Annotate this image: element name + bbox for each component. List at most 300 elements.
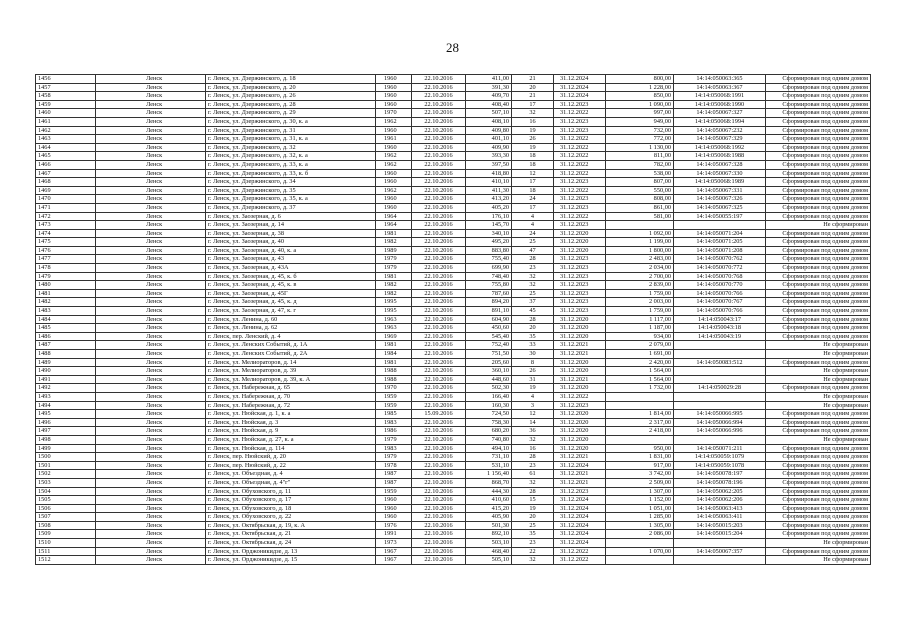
count-cell: 18 <box>512 152 554 161</box>
city-cell: Ленск <box>96 83 206 92</box>
city-cell: Ленск <box>96 152 206 161</box>
address-cell: г. Ленск, ул. Заозерная, д. 38 <box>206 229 376 238</box>
build-year-cell: 1979 <box>376 255 412 264</box>
city-cell: Ленск <box>96 504 206 513</box>
address-cell: г. Ленск, ул. Ленских Событий, д. 2А <box>206 350 376 359</box>
table-row <box>36 435 871 444</box>
plan-date-cell: 31.12.2023 <box>554 126 606 135</box>
count-cell: 21 <box>512 75 554 84</box>
address-cell: г. Ленск, ул. Октябрьская, д. 21 <box>206 530 376 539</box>
land-area-cell: 934,00 <box>606 332 674 341</box>
area-cell: 393,30 <box>466 152 512 161</box>
cadastral-number-cell: 14:14:050067:329 <box>674 135 766 144</box>
count-cell: 19 <box>512 126 554 135</box>
area-cell: 891,10 <box>466 307 512 316</box>
build-year-cell: 1959 <box>376 401 412 410</box>
land-status-cell: Не сформирован <box>766 435 871 444</box>
cadastral-number-cell <box>674 350 766 359</box>
address-cell: г. Ленск, ул. Мелиораторов, д. 14 <box>206 358 376 367</box>
cadastral-number-cell: 14:14:050055:197 <box>674 212 766 221</box>
row-number-cell: 1485 <box>36 324 96 333</box>
date-cell: 22.10.2016 <box>412 289 466 298</box>
land-area-cell: 2 700,00 <box>606 272 674 281</box>
area-cell: 755,80 <box>466 281 512 290</box>
area-cell: 495,20 <box>466 238 512 247</box>
count-cell: 35 <box>512 530 554 539</box>
land-status-cell: Не сформирован <box>766 539 871 548</box>
date-cell: 15.09.2016 <box>412 410 466 419</box>
city-cell: Ленск <box>96 496 206 505</box>
city-cell: Ленск <box>96 350 206 359</box>
date-cell: 22.10.2016 <box>412 100 466 109</box>
address-cell: г. Ленск, ул. Ленских Событий, д. 1А <box>206 341 376 350</box>
plan-date-cell: 31.12.2020 <box>554 358 606 367</box>
table-row <box>36 410 871 419</box>
area-cell: 731,10 <box>466 453 512 462</box>
cadastral-number-cell: 14:14:050067:331 <box>674 186 766 195</box>
area-cell: 415,20 <box>466 504 512 513</box>
date-cell: 22.10.2016 <box>412 487 466 496</box>
city-cell: Ленск <box>96 315 206 324</box>
count-cell: 28 <box>512 255 554 264</box>
land-area-cell: 1 117,00 <box>606 315 674 324</box>
cadastral-number-cell: 14:14:050078:197 <box>674 470 766 479</box>
city-cell: Ленск <box>96 117 206 126</box>
table-row <box>36 453 871 462</box>
address-cell: г. Ленск, ул. Дзержинского, д. 31, к. а <box>206 135 376 144</box>
build-year-cell: 1960 <box>376 504 412 513</box>
cadastral-number-cell: 14:14:050066:994 <box>674 418 766 427</box>
city-cell: Ленск <box>96 203 206 212</box>
row-number-cell: 1486 <box>36 332 96 341</box>
cadastral-number-cell: 14:14:050068:1988 <box>674 152 766 161</box>
row-number-cell: 1497 <box>36 427 96 436</box>
build-year-cell: 1959 <box>376 392 412 401</box>
land-area-cell: 1 759,00 <box>606 307 674 316</box>
build-year-cell: 1983 <box>376 444 412 453</box>
row-number-cell: 1508 <box>36 521 96 530</box>
land-status-cell: Не сформирован <box>766 341 871 350</box>
area-cell: 205,60 <box>466 358 512 367</box>
plan-date-cell: 31.12.2020 <box>554 410 606 419</box>
build-year-cell: 1995 <box>376 298 412 307</box>
count-cell: 45 <box>512 307 554 316</box>
date-cell: 22.10.2016 <box>412 444 466 453</box>
build-year-cell: 1963 <box>376 324 412 333</box>
build-year-cell: 1960 <box>376 83 412 92</box>
land-area-cell: 581,00 <box>606 212 674 221</box>
table-row <box>36 100 871 109</box>
row-number-cell: 1503 <box>36 478 96 487</box>
address-cell: г. Ленск, пер. Нюйский, д. 22 <box>206 461 376 470</box>
area-cell: 755,40 <box>466 255 512 264</box>
address-cell: г. Ленск, ул. Заозерная, д. 45, к. в <box>206 281 376 290</box>
count-cell: 18 <box>512 160 554 169</box>
city-cell: Ленск <box>96 255 206 264</box>
city-cell: Ленск <box>96 160 206 169</box>
plan-date-cell: 31.12.2020 <box>554 238 606 247</box>
address-cell: г. Ленск, ул. Дзержинского, д. 31 <box>206 126 376 135</box>
area-cell: 501,30 <box>466 521 512 530</box>
plan-date-cell: 31.12.2023 <box>554 117 606 126</box>
table-row <box>36 195 871 204</box>
area-cell: 409,70 <box>466 92 512 101</box>
row-number-cell: 1481 <box>36 289 96 298</box>
land-area-cell: 772,00 <box>606 135 674 144</box>
build-year-cell: 1985 <box>376 410 412 419</box>
table-row <box>36 83 871 92</box>
land-status-cell: Сформирован под одним домом <box>766 289 871 298</box>
city-cell: Ленск <box>96 178 206 187</box>
cadastral-number-cell: 14:14:050066:996 <box>674 427 766 436</box>
date-cell: 22.10.2016 <box>412 75 466 84</box>
address-cell: г. Ленск, ул. Обуховского, д. 11 <box>206 487 376 496</box>
city-cell: Ленск <box>96 539 206 548</box>
land-status-cell: Сформирован под одним домом <box>766 307 871 316</box>
city-cell: Ленск <box>96 547 206 556</box>
count-cell: 17 <box>512 100 554 109</box>
land-status-cell: Сформирован под одним домом <box>766 195 871 204</box>
address-cell: г. Ленск, ул. Дзержинского, д. 37 <box>206 203 376 212</box>
table-row <box>36 203 871 212</box>
row-number-cell: 1496 <box>36 418 96 427</box>
area-cell: 502,30 <box>466 384 512 393</box>
count-cell: 35 <box>512 332 554 341</box>
cadastral-number-cell: 14:14:050063:411 <box>674 513 766 522</box>
date-cell: 22.10.2016 <box>412 169 466 178</box>
table-row <box>36 238 871 247</box>
count-cell: 26 <box>512 135 554 144</box>
plan-date-cell: 31.12.2020 <box>554 384 606 393</box>
land-area-cell: 1 732,00 <box>606 384 674 393</box>
plan-date-cell: 31.12.2022 <box>554 160 606 169</box>
row-number-cell: 1506 <box>36 504 96 513</box>
plan-date-cell: 31.12.2024 <box>554 504 606 513</box>
address-cell: г. Ленск, ул. Заозерная, д. 47, к. г <box>206 307 376 316</box>
land-status-cell: Не сформирован <box>766 367 871 376</box>
date-cell: 22.10.2016 <box>412 229 466 238</box>
land-status-cell: Не сформирован <box>766 556 871 565</box>
plan-date-cell: 31.12.2020 <box>554 324 606 333</box>
area-cell: 699,90 <box>466 264 512 273</box>
row-number-cell: 1467 <box>36 169 96 178</box>
plan-date-cell: 31.12.2021 <box>554 375 606 384</box>
table-row <box>36 160 871 169</box>
address-cell: г. Ленск, ул. Дзержинского, д. 32 <box>206 143 376 152</box>
city-cell: Ленск <box>96 289 206 298</box>
plan-date-cell: 31.12.2020 <box>554 229 606 238</box>
cadastral-number-cell <box>674 401 766 410</box>
plan-date-cell: 31.12.2023 <box>554 272 606 281</box>
plan-date-cell: 31.12.2021 <box>554 470 606 479</box>
table-row <box>36 307 871 316</box>
row-number-cell: 1477 <box>36 255 96 264</box>
city-cell: Ленск <box>96 75 206 84</box>
date-cell: 22.10.2016 <box>412 375 466 384</box>
count-cell: 32 <box>512 281 554 290</box>
count-cell: 19 <box>512 504 554 513</box>
date-cell: 22.10.2016 <box>412 281 466 290</box>
count-cell: 32 <box>512 478 554 487</box>
plan-date-cell: 31.12.2023 <box>554 281 606 290</box>
date-cell: 22.10.2016 <box>412 496 466 505</box>
cadastral-number-cell <box>674 221 766 230</box>
row-number-cell: 1480 <box>36 281 96 290</box>
count-cell: 17 <box>512 178 554 187</box>
date-cell: 22.10.2016 <box>412 478 466 487</box>
area-cell: 892,10 <box>466 530 512 539</box>
table-row <box>36 341 871 350</box>
land-status-cell: Сформирован под одним домом <box>766 203 871 212</box>
table-row <box>36 281 871 290</box>
address-cell: г. Ленск, ул. Нюйская, д. 27, к. а <box>206 435 376 444</box>
build-year-cell: 1991 <box>376 530 412 539</box>
address-cell: г. Ленск, ул. Нюйская, д. 3 <box>206 418 376 427</box>
build-year-cell: 1961 <box>376 135 412 144</box>
row-number-cell: 1489 <box>36 358 96 367</box>
date-cell: 22.10.2016 <box>412 324 466 333</box>
row-number-cell: 1504 <box>36 487 96 496</box>
build-year-cell: 1959 <box>376 487 412 496</box>
count-cell: 23 <box>512 539 554 548</box>
date-cell: 22.10.2016 <box>412 238 466 247</box>
date-cell: 22.10.2016 <box>412 135 466 144</box>
land-status-cell: Сформирован под одним домом <box>766 126 871 135</box>
land-area-cell: 1 090,00 <box>606 100 674 109</box>
date-cell: 22.10.2016 <box>412 264 466 273</box>
city-cell: Ленск <box>96 358 206 367</box>
row-number-cell: 1490 <box>36 367 96 376</box>
date-cell: 22.10.2016 <box>412 203 466 212</box>
build-year-cell: 1960 <box>376 75 412 84</box>
date-cell: 22.10.2016 <box>412 143 466 152</box>
city-cell: Ленск <box>96 341 206 350</box>
address-cell: г. Ленск, ул. Заозерная, д. 45, к. б <box>206 272 376 281</box>
area-cell: 340,10 <box>466 229 512 238</box>
date-cell: 22.10.2016 <box>412 556 466 565</box>
land-area-cell: 949,00 <box>606 117 674 126</box>
build-year-cell: 1960 <box>376 100 412 109</box>
land-area-cell: 1 564,00 <box>606 375 674 384</box>
count-cell: 8 <box>512 358 554 367</box>
row-number-cell: 1470 <box>36 195 96 204</box>
count-cell: 22 <box>512 547 554 556</box>
area-cell: 409,90 <box>466 143 512 152</box>
cadastral-number-cell: 14:14:050063:367 <box>674 83 766 92</box>
area-cell: 758,30 <box>466 418 512 427</box>
count-cell: 23 <box>512 461 554 470</box>
land-status-cell: Сформирован под одним домом <box>766 298 871 307</box>
land-area-cell: 1 759,00 <box>606 289 674 298</box>
land-area-cell <box>606 539 674 548</box>
cadastral-number-cell: 14:14:050071:204 <box>674 229 766 238</box>
build-year-cell: 1960 <box>376 92 412 101</box>
city-cell: Ленск <box>96 470 206 479</box>
land-status-cell: Сформирован под одним домом <box>766 264 871 273</box>
plan-date-cell: 31.12.2022 <box>554 152 606 161</box>
land-area-cell: 2 003,00 <box>606 298 674 307</box>
city-cell: Ленск <box>96 444 206 453</box>
date-cell: 22.10.2016 <box>412 401 466 410</box>
date-cell: 22.10.2016 <box>412 126 466 135</box>
land-status-cell: Сформирован под одним домом <box>766 315 871 324</box>
land-status-cell: Сформирован под одним домом <box>766 238 871 247</box>
count-cell: 4 <box>512 221 554 230</box>
row-number-cell: 1498 <box>36 435 96 444</box>
land-area-cell: 1 831,00 <box>606 453 674 462</box>
address-cell: г. Ленск, пер. Ленский, д. 4 <box>206 332 376 341</box>
date-cell: 22.10.2016 <box>412 272 466 281</box>
land-area-cell: 550,00 <box>606 186 674 195</box>
land-area-cell: 2 079,00 <box>606 341 674 350</box>
address-cell: г. Ленск, ул. Нюйская, д. 114 <box>206 444 376 453</box>
land-status-cell: Сформирован под одним домом <box>766 100 871 109</box>
address-cell: г. Ленск, ул. Мелиораторов, д. 39, к. А <box>206 375 376 384</box>
count-cell: 28 <box>512 315 554 324</box>
land-area-cell: 1 800,00 <box>606 246 674 255</box>
build-year-cell: 1988 <box>376 367 412 376</box>
plan-date-cell: 31.12.2024 <box>554 461 606 470</box>
land-area-cell: 1 691,00 <box>606 350 674 359</box>
build-year-cell: 1970 <box>376 384 412 393</box>
table-row <box>36 358 871 367</box>
plan-date-cell: 31.12.2022 <box>554 143 606 152</box>
cadastral-number-cell: 14:14:050029:28 <box>674 384 766 393</box>
address-cell: г. Ленск, ул. Дзержинского, д. 33, к. б <box>206 169 376 178</box>
row-number-cell: 1475 <box>36 238 96 247</box>
table-row <box>36 384 871 393</box>
cadastral-number-cell: 14:14:050070:768 <box>674 272 766 281</box>
table-row <box>36 375 871 384</box>
build-year-cell: 1983 <box>376 418 412 427</box>
address-cell: г. Ленск, ул. Дзержинского, д. 32, к. а <box>206 152 376 161</box>
plan-date-cell: 31.12.2024 <box>554 530 606 539</box>
plan-date-cell: 31.12.2022 <box>554 547 606 556</box>
address-cell: г. Ленск, ул. Дзержинского, д. 29 <box>206 109 376 118</box>
cadastral-number-cell: 14:14:050071:211 <box>674 444 766 453</box>
area-cell: 418,80 <box>466 169 512 178</box>
land-area-cell: 2 418,00 <box>606 427 674 436</box>
land-status-cell: Сформирован под одним домом <box>766 478 871 487</box>
row-number-cell: 1466 <box>36 160 96 169</box>
city-cell: Ленск <box>96 401 206 410</box>
area-cell: 680,20 <box>466 427 512 436</box>
land-area-cell <box>606 556 674 565</box>
land-area-cell: 1 285,00 <box>606 513 674 522</box>
city-cell: Ленск <box>96 307 206 316</box>
cadastral-number-cell: 14:14:050063:365 <box>674 75 766 84</box>
cadastral-number-cell: 14:14:050043:18 <box>674 324 766 333</box>
cadastral-number-cell: 14:14:050068:1989 <box>674 178 766 187</box>
date-cell: 22.10.2016 <box>412 212 466 221</box>
date-cell: 22.10.2016 <box>412 92 466 101</box>
build-year-cell: 1960 <box>376 169 412 178</box>
build-year-cell: 1967 <box>376 547 412 556</box>
date-cell: 22.10.2016 <box>412 504 466 513</box>
row-number-cell: 1476 <box>36 246 96 255</box>
land-area-cell: 1 092,00 <box>606 229 674 238</box>
land-status-cell: Сформирован под одним домом <box>766 117 871 126</box>
land-area-cell: 2 839,00 <box>606 281 674 290</box>
area-cell: 751,50 <box>466 350 512 359</box>
build-year-cell: 1963 <box>376 315 412 324</box>
cadastral-number-cell: 14:14:050070:770 <box>674 281 766 290</box>
land-area-cell: 1 051,00 <box>606 504 674 513</box>
land-area-cell: 2 420,00 <box>606 358 674 367</box>
table-row <box>36 117 871 126</box>
area-cell: 145,70 <box>466 221 512 230</box>
area-cell: 397,50 <box>466 160 512 169</box>
address-cell: г. Ленск, ул. Заозерная, д. 45Г <box>206 289 376 298</box>
land-status-cell: Сформирован под одним домом <box>766 212 871 221</box>
count-cell: 28 <box>512 453 554 462</box>
table-row <box>36 135 871 144</box>
build-year-cell: 1967 <box>376 556 412 565</box>
cadastral-number-cell: 14:14:050068:1994 <box>674 117 766 126</box>
address-cell: г. Ленск, ул. Дзержинского, д. 33, к. а <box>206 160 376 169</box>
land-status-cell: Сформирован под одним домом <box>766 547 871 556</box>
land-area-cell <box>606 401 674 410</box>
row-number-cell: 1482 <box>36 298 96 307</box>
cadastral-number-cell: 14:14:050067:330 <box>674 169 766 178</box>
date-cell: 22.10.2016 <box>412 341 466 350</box>
row-number-cell: 1500 <box>36 453 96 462</box>
plan-date-cell: 31.12.2020 <box>554 367 606 376</box>
area-cell: 410,10 <box>466 178 512 187</box>
table-row <box>36 169 871 178</box>
city-cell: Ленск <box>96 246 206 255</box>
build-year-cell: 1987 <box>376 470 412 479</box>
plan-date-cell: 31.12.2022 <box>554 392 606 401</box>
land-status-cell: Сформирован под одним домом <box>766 143 871 152</box>
build-year-cell: 1960 <box>376 203 412 212</box>
date-cell: 22.10.2016 <box>412 453 466 462</box>
table-row <box>36 212 871 221</box>
date-cell: 22.10.2016 <box>412 307 466 316</box>
land-area-cell <box>606 221 674 230</box>
count-cell: 28 <box>512 487 554 496</box>
date-cell: 22.10.2016 <box>412 109 466 118</box>
plan-date-cell: 31.12.2022 <box>554 135 606 144</box>
city-cell: Ленск <box>96 453 206 462</box>
count-cell: 25 <box>512 238 554 247</box>
date-cell: 22.10.2016 <box>412 418 466 427</box>
land-status-cell: Сформирован под одним домом <box>766 229 871 238</box>
build-year-cell: 1962 <box>376 117 412 126</box>
address-cell: г. Ленск, ул. Объездная, д. 4"г" <box>206 478 376 487</box>
land-area-cell: 2 034,00 <box>606 264 674 273</box>
city-cell: Ленск <box>96 143 206 152</box>
table-row <box>36 324 871 333</box>
cadastral-number-cell: 14:14:050071:208 <box>674 246 766 255</box>
land-area-cell: 1 070,00 <box>606 547 674 556</box>
build-year-cell: 1976 <box>376 521 412 530</box>
land-status-cell: Сформирован под одним домом <box>766 83 871 92</box>
build-year-cell: 1982 <box>376 281 412 290</box>
city-cell: Ленск <box>96 135 206 144</box>
cadastral-number-cell <box>674 392 766 401</box>
land-area-cell: 782,00 <box>606 160 674 169</box>
plan-date-cell: 31.12.2024 <box>554 92 606 101</box>
land-area-cell: 1 305,00 <box>606 521 674 530</box>
build-year-cell: 1970 <box>376 109 412 118</box>
land-status-cell: Сформирован под одним домом <box>766 496 871 505</box>
date-cell: 22.10.2016 <box>412 315 466 324</box>
plan-date-cell: 31.12.2023 <box>554 298 606 307</box>
area-cell: 868,70 <box>466 478 512 487</box>
plan-date-cell: 31.12.2023 <box>554 221 606 230</box>
city-cell: Ленск <box>96 513 206 522</box>
